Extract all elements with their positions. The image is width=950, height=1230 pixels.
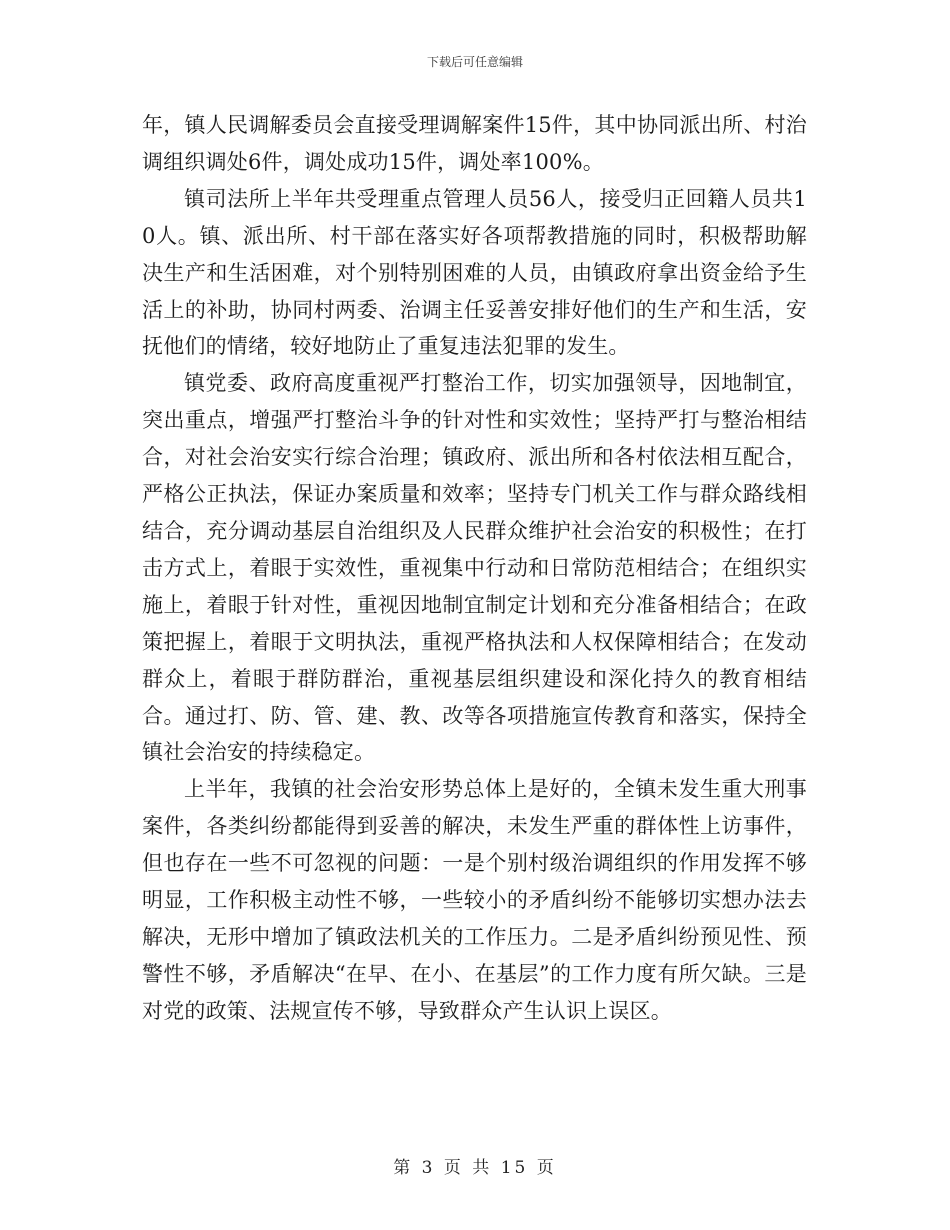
paragraph-issues: 上半年，我镇的社会治安形势总体上是好的，全镇未发生重大刑事案件，各类纠纷都能得到妥善的解决，未发生严重的群体性上访事件，但也存在一些不可忽视的问题：一是个别村级治调组织的作用发挥不够明显，工作积极主动性不够，一些较小的矛盾纠纷不能够切实想办法去解决，无形中增加了镇政法机关的工作压力。二是矛盾纠纷预见性、预警性不够，矛盾解决“在早、在小、在基层”的工作力度有所欠缺。三是对党的政策、法规宣传不够，导致群众产生认识上误区。 bbox=[142, 777, 807, 1023]
paragraph-crackdown-work: 镇党委、政府高度重视严打整治工作，切实加强领导，因地制宜，突出重点，增强严打整治斗争的针对性和实效性；坚持严打与整治相结合，对社会治安实行综合治理；镇政府、派出所和各村依法相互配合，严格公正执法，保证办案质量和效率；坚持专门机关工作与群众路线相结合，充分调动基层自治组织及人民群众维护社会治安的积极性；在打击方式上，着眼于实效性，重视集中行动和日常防范相结合；在组织实施上，着眼于针对性，重视因地制宜制定计划和充分准备相结合；在政策把握上，着眼于文明执法，重视严格执法和人权保障相结合；在发动群众上，着眼于群防群治，重视基层组织建设和深化持久的教育相结合。通过打、防、管、建、教、改等各项措施宣传教育和落实，保持全镇社会治安的持续稳定。 bbox=[142, 371, 807, 765]
document-body bbox=[142, 107, 807, 1030]
paragraph-continuation: 年，镇人民调解委员会直接受理调解案件15件，其中协同派出所、村治调组织调处6件，调处成功15件，调处率100%。 bbox=[142, 113, 807, 174]
page-number-footer: 第 3 页 共 15 页 bbox=[393, 1158, 557, 1178]
paragraph-judicial-office: 镇司法所上半年共受理重点管理人员56人，接受归正回籍人员共10人。镇、派出所、村干部在落实好各项帮教措施的同时，积极帮助解决生产和生活困难，对个别特别困难的人员，由镇政府拿出资金给予生活上的补助，协同村两委、治调主任妥善安排好他们的生产和生活，安抚他们的情绪，较好地防止了重复违法犯罪的发生。 bbox=[142, 186, 807, 359]
page-header: 下载后可任意编辑 bbox=[426, 55, 523, 69]
